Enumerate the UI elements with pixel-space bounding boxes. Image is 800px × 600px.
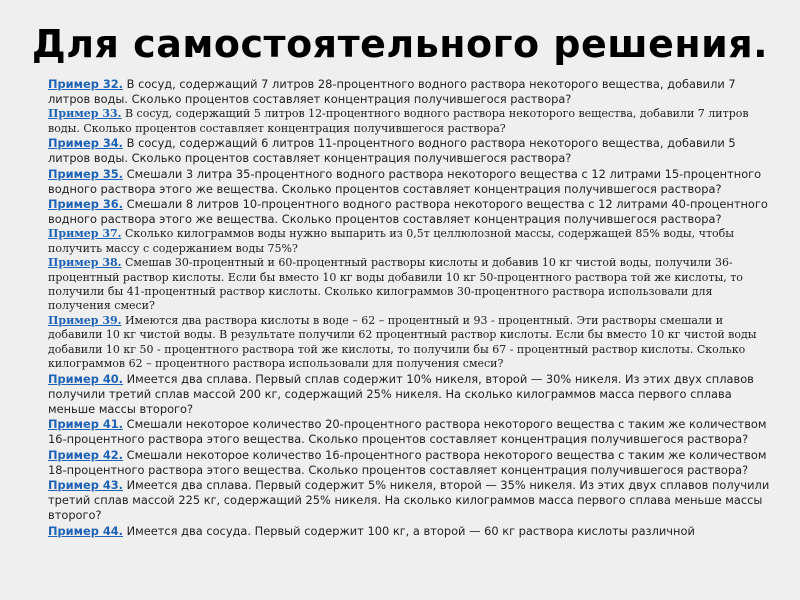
problem-link[interactable]: Пример 43. [48, 477, 124, 492]
problem-item [48, 167, 770, 197]
problem-item [48, 417, 770, 447]
problem-link[interactable]: Пример 34. [48, 136, 124, 151]
problem-text: Имеются два раствора кислоты в воде – 62 – процентный и 93 - процентный. Эти растворы смешали и добавили 10 кг чистой воды. В результате получили 62 процентный раствор кислоты. Если бы вместо 10 кг чистой воды добавили 10 кг 50 - процентного раствора той же кислоты, то получили бы 67 - процентный раствор кислоты. Сколько килограммов 62 – процентного раствора использовали для получения смеси? [48, 313, 757, 371]
problem-link[interactable]: Пример 38. [48, 256, 122, 270]
problem-item [48, 136, 770, 166]
problem-item [48, 77, 770, 107]
problem-item [48, 227, 770, 256]
problem-text: Смешали некоторое количество 20-процентного раствора некоторого вещества с таким же количеством 16-процентного раствора этого вещества. Сколько процентов составляет концентрация получившегося раствора? [48, 417, 767, 447]
problem-item [48, 478, 770, 524]
problem-link[interactable]: Пример 36. [48, 197, 124, 212]
problem-item [48, 314, 770, 372]
problem-link[interactable]: Пример 35. [48, 166, 124, 181]
problem-link[interactable]: Пример 33. [48, 107, 122, 121]
problem-text: Имеется два сосуда. Первый содержит 100 кг, а второй — 60 кг раствора кислоты различной [123, 523, 695, 538]
problem-item [48, 107, 770, 136]
problem-text: Смешали некоторое количество 16-процентного раствора некоторого вещества с таким же количеством 18-процентного раствора этого вещества. Сколько процентов составляет концентрация получившегося раствора? [48, 447, 767, 477]
problem-item [48, 448, 770, 478]
problem-text: В сосуд, содержащий 6 литров 11-процентного водного раствора некоторого вещества, добавили 5 литров воды. Сколько процентов составляет концентрация получившегося раствора? [48, 136, 736, 166]
problem-text: В сосуд, содержащий 5 литров 12-процентного водного раствора некоторого вещества, добавили 7 литров воды. Сколько процентов составляет концентрация получившегося раствора? [48, 107, 749, 135]
problem-item [48, 524, 770, 539]
problem-text: Имеется два сплава. Первый сплав содержит 10% никеля, второй — 30% никеля. Из этих двух сплавов получили третий сплав массой 200 кг, содержащий 25% никеля. На сколько килограммов масса первого сплава меньше массы второго? [48, 371, 754, 416]
problem-text: Имеется два сплава. Первый содержит 5% никеля, второй — 35% никеля. Из этих двух сплавов получили третий сплав массой 225 кг, содержащий 25% никеля. На сколько килограммов масса первого сплава меньше массы второго? [48, 477, 770, 523]
problem-link[interactable]: Пример 44. [48, 523, 124, 538]
problem-item [48, 197, 770, 227]
problem-text: В сосуд, содержащий 7 литров 28-процентного водного раствора некоторого вещества, добавили 7 литров воды. Сколько процентов составляет концентрация получившегося раствора? [48, 77, 736, 107]
problem-text: Смешали 3 литра 35-процентного водного раствора некоторого вещества с 12 литрами 15-процентного водного раствора этого же вещества. Сколько процентов составляет концентрация получившегося раствора? [48, 166, 762, 196]
problem-link[interactable]: Пример 40. [48, 371, 124, 386]
problem-link[interactable]: Пример 39. [48, 313, 122, 327]
problem-item [48, 256, 770, 314]
problem-link[interactable]: Пример 42. [48, 447, 124, 462]
problem-text: Сколько килограммов воды нужно выпарить из 0,5т целлюлозной массы, содержащей 85% воды, чтобы получить массу с содержанием воды 75%? [48, 227, 735, 255]
page-title: Для самостоятельного решения. [31, 22, 769, 66]
problem-link[interactable]: Пример 32. [48, 77, 124, 91]
problem-link[interactable]: Пример 37. [48, 227, 122, 241]
problem-text: Смешали 8 литров 10-процентного водного раствора некоторого вещества с 12 литрами 40-процентного водного раствора этого же вещества. Сколько процентов составляет концентрация получившегося раствора? [48, 197, 768, 227]
problem-list [48, 77, 770, 539]
problem-link[interactable]: Пример 41. [48, 417, 124, 432]
problem-item [48, 372, 770, 418]
problem-text: Смешав 30-процентный и 60-процентный растворы кислоты и добавив 10 кг чистой воды, получили 36-процентный раствор кислоты. Если бы вместо 10 кг воды добавили 10 кг 50-процентного раствора той же кислоты, то получили бы 41-процентный раствор кислоты. Сколько килограммов 30-процентного раствора использовали для получения смеси? [48, 256, 743, 313]
